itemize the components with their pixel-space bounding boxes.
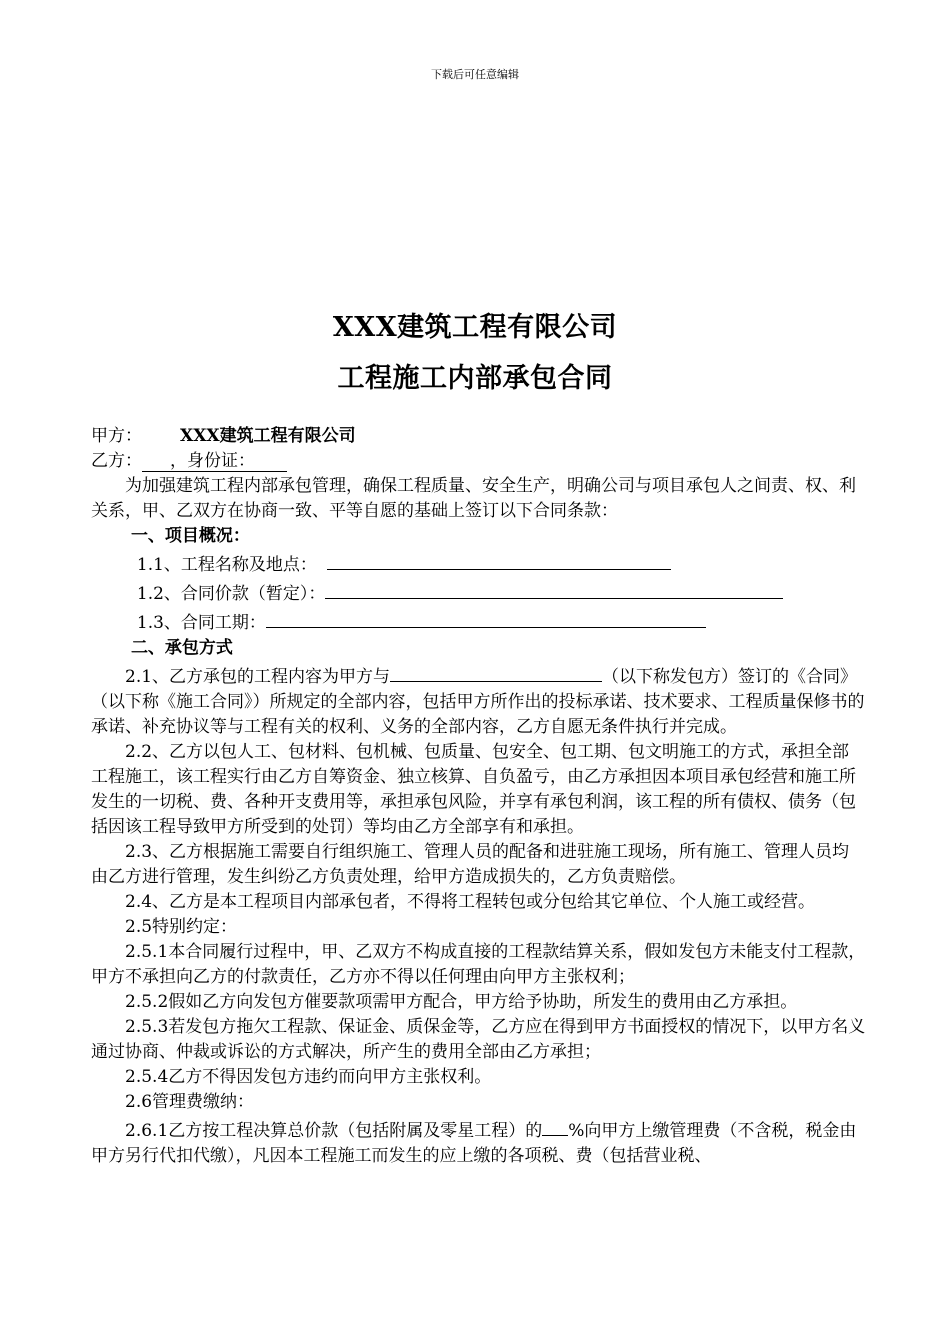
party-b-field: ，身份证： <box>142 451 287 472</box>
item-1-1: 1.1、工程名称及地点： <box>91 549 866 578</box>
clause-2-5-1: 2.5.1本合同履行过程中，甲、乙双方不构成直接的工程款结算关系，假如发包方未能支付工程款，甲方不承担向乙方的付款责任，乙方亦不得以任何理由向甲方主张权利； <box>91 942 866 987</box>
party-b-line <box>91 449 866 474</box>
section2-heading: 二、承包方式 <box>130 638 233 658</box>
item-1-3: 1.3、合同工期： <box>91 607 866 636</box>
item-1-2: 1.2、合同价款（暂定）： <box>91 578 866 607</box>
clause-2-5-3: 2.5.3若发包方拖欠工程款、保证金、质保金等，乙方应在得到甲方书面授权的情况下，以甲方名义通过协商、仲裁或诉讼的方式解决，所产生的费用全部由乙方承担； <box>91 1017 866 1062</box>
clause-2-5-4: 2.5.4乙方不得因发包方违约而向甲方主张权利。 <box>125 1067 492 1087</box>
contract-price-blank <box>325 578 783 599</box>
party-a-name: XXX建筑工程有限公司 <box>180 426 356 446</box>
clause-2-2: 2.2、乙方以包人工、包材料、包机械、包质量、包安全、包工期、包文明施工的方式，承担全部工程施工，该工程实行由乙方自筹资金、独立核算、自负盈亏，由乙方承担因本项目承包经营和施工所发生的一切税、费、各种开支费用等，承担承包风险，并享有承包利润，该工程的所有债权、债务（包括因该工程导致甲方所受到的处罚）等均由乙方全部享有和承担。 <box>91 742 856 837</box>
contract-title: 工程施工内部承包合同 <box>337 363 613 394</box>
clause-2-3: 2.3、乙方根据施工需要自行组织施工、管理人员的配备和进驻施工现场，所有施工、管理人员均由乙方进行管理，发生纠纷乙方负责处理，给甲方造成损失的，乙方负责赔偿。 <box>91 842 850 887</box>
party-a-line <box>91 424 866 449</box>
project-name-blank <box>327 549 671 570</box>
contract-title-company: XXX建筑工程有限公司 <box>332 312 618 343</box>
contract-body <box>91 424 866 1169</box>
clause-2-4: 2.4、乙方是本工程项目内部承包者，不得将工程转包或分包给其它单位、个人施工或经营。 <box>125 892 816 912</box>
header-note: 下载后可任意编辑 <box>431 68 519 81</box>
clause-2-6-1: 2.6.1乙方按工程决算总价款（包括附属及零星工程）的 %向甲方上缴管理费（不含税，税金由甲方另行代扣代缴），凡因本工程施工而发生的应上缴的各项税、费（包括营业税、 <box>91 1115 866 1169</box>
party-a-label: 甲方： <box>91 426 142 446</box>
intro-paragraph: 为加强建筑工程内部承包管理，确保工程质量、安全生产，明确公司与项目承包人之间责、权、利关系，甲、乙双方在协商一致、平等自愿的基础上签订以下合同条款： <box>91 476 856 521</box>
fee-percent-blank <box>542 1115 568 1136</box>
party-b-label: 乙方： <box>91 451 142 471</box>
section1-heading: 一、项目概况： <box>130 526 250 546</box>
clause-2-5-2: 2.5.2假如乙方向发包方催要款项需甲方配合，甲方给予协助，所发生的费用由乙方承担。 <box>125 992 798 1012</box>
contract-period-blank <box>266 607 706 628</box>
clause-2-5: 2.5特别约定： <box>125 917 238 937</box>
employer-blank <box>390 661 602 682</box>
clause-2-6: 2.6管理费缴纳： <box>125 1092 255 1112</box>
clause-2-1: 2.1、乙方承包的工程内容为甲方与 （以下称发包方）签订的《合同》（以下称《施工合同》）所规定的全部内容，包括甲方所作出的投标承诺、技术要求、工程质量保修书的承诺、补充协议等与工程有关的权利、义务的全部内容，乙方自愿无条件执行并完成。 <box>91 661 866 740</box>
